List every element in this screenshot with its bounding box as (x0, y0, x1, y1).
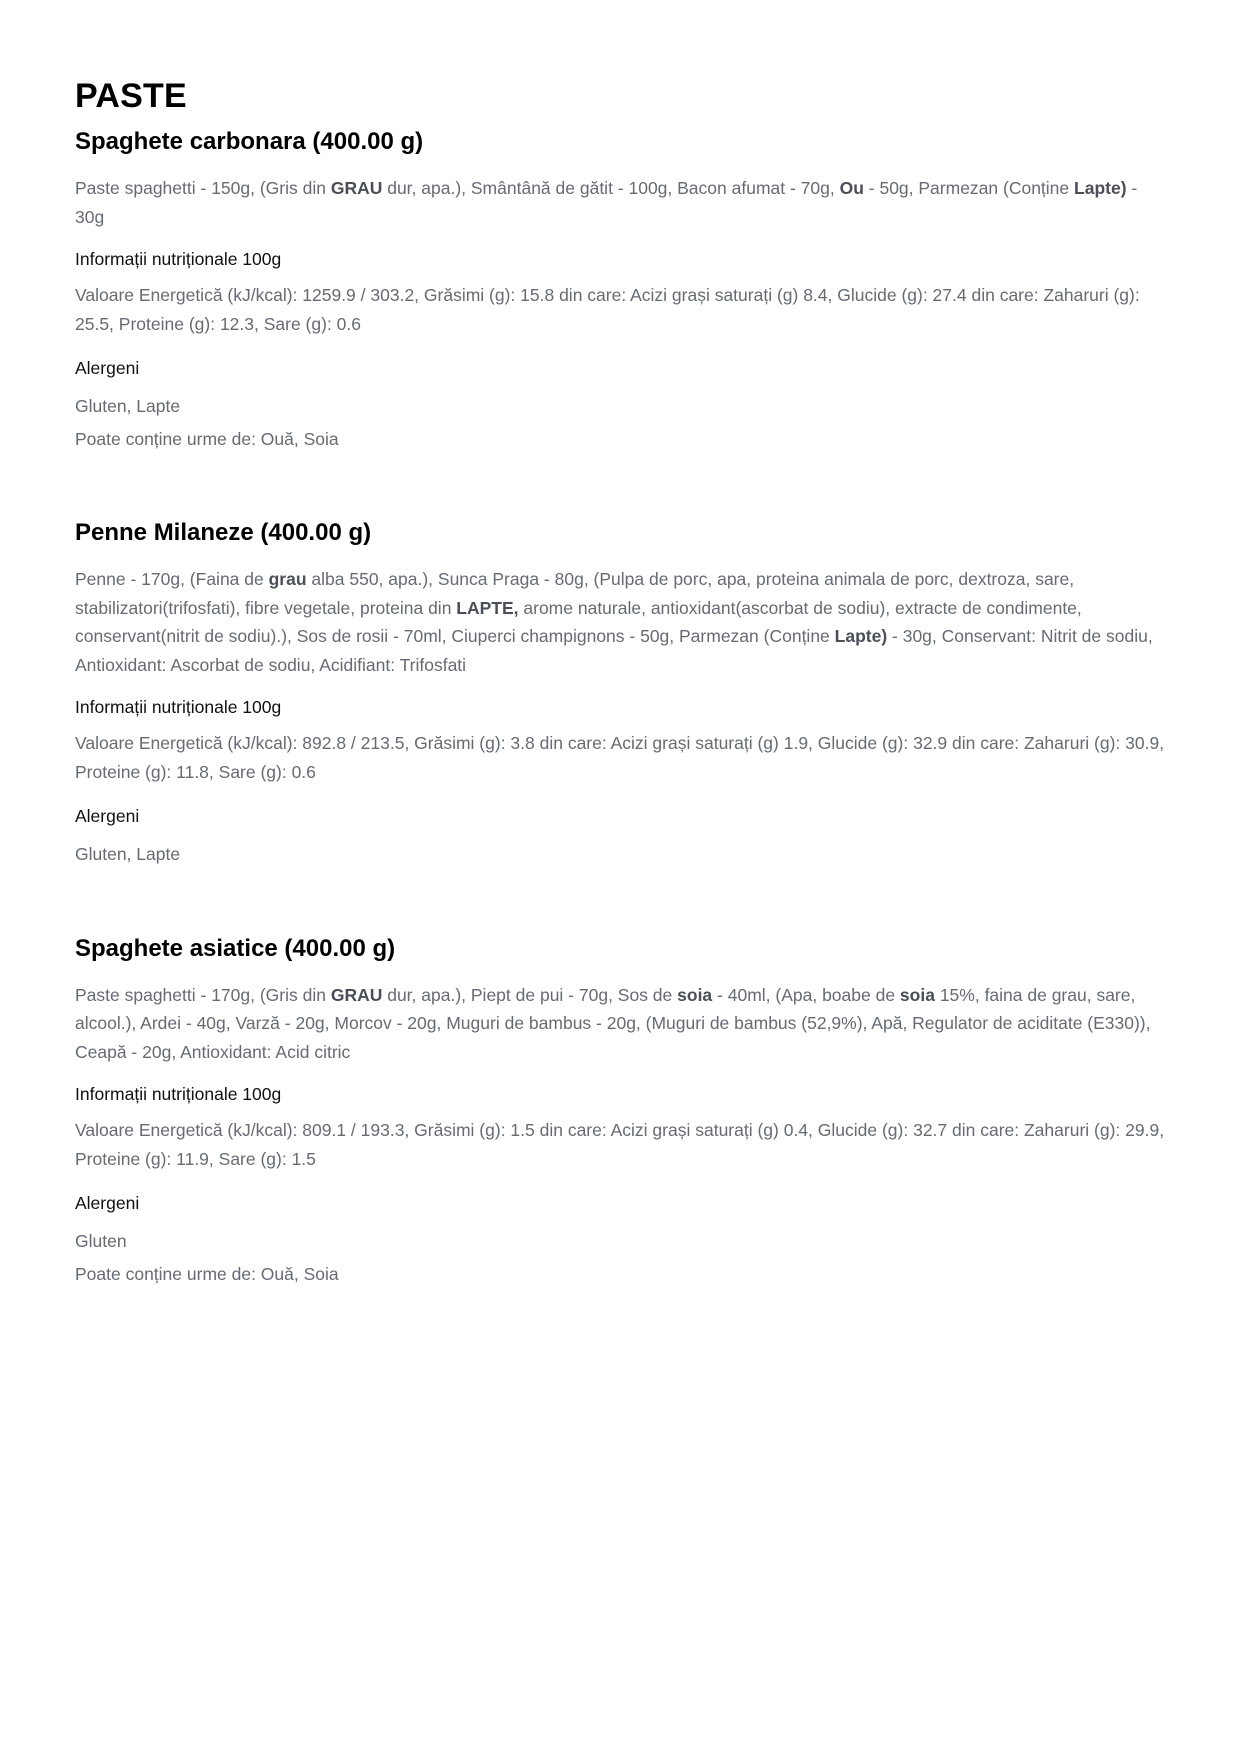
allergens-list: Gluten, Lapte (75, 396, 181, 416)
allergen-highlight: GRAU (330, 178, 383, 198)
allergens-heading: Alergeni (75, 806, 140, 826)
allergens-list: Gluten, Lapte (75, 844, 181, 864)
product-ingredients: Paste spaghetti - 150g, (Gris din GRAU dur, apa.), Smântână de gătit - 100g, Bacon afumat - 70g, Ou - 50g, Parmezan (Conține Lapte) - 30g (75, 178, 1138, 227)
menu-page (75, 74, 1167, 1290)
nutrition-heading: Informații nutriționale 100g (75, 1084, 282, 1104)
product-title: Penne Milaneze (400.00 g) (75, 519, 372, 546)
product-ingredients: Penne - 170g, (Faina de grau alba 550, apa.), Sunca Praga - 80g, (Pulpa de porc, apa, proteina animala de porc, dextroza, sare, stabilizatori(trifosfati), fibre vegetale, proteina din LAPTE, arome naturale, antioxidant(ascorbat de sodiu), extracte de condimente, conservant(nitrit de sodiu).), Sos de rosii - 70ml, Ciuperci champignons - 50g, Parmezan (Conține Lapte) - 30g, Conservant: Nitrit de sodiu, Antioxidant: Ascorbat de sodiu, Acidifiant: Trifosfati (75, 569, 1153, 675)
allergens-heading: Alergeni (75, 358, 140, 378)
may-contain-traces: Poate conține urme de: Ouă, Soia (75, 1263, 339, 1284)
product-title: Spaghete asiatice (400.00 g) (75, 934, 396, 962)
nutrition-heading: Informații nutriționale 100g (75, 249, 282, 269)
allergen-highlight: soia (899, 984, 935, 1005)
product-penne-milaneze (75, 517, 1167, 871)
nutrition-heading: Informații nutriționale 100g (75, 697, 282, 717)
product-title: Spaghete carbonara (400.00 g) (75, 128, 424, 155)
nutrition-values: Valoare Energetică (kJ/kcal): 892.8 / 213.5, Grăsimi (g): 3.8 din care: Acizi grași saturați (g) 1.9, Glucide (g): 32.9 din care: Zaharuri (g): 30.9, Proteine (g): 11.8, Sare (g): 0.6 (75, 733, 1165, 782)
allergen-highlight: grau (268, 569, 307, 589)
allergen-highlight: Ou (839, 178, 864, 198)
allergen-highlight: LAPTE, (456, 597, 519, 618)
allergens-list: Gluten (75, 1231, 127, 1251)
allergen-highlight: soia (677, 984, 713, 1005)
nutrition-values: Valoare Energetică (kJ/kcal): 1259.9 / 303.2, Grăsimi (g): 15.8 din care: Acizi grași saturați (g) 8.4, Glucide (g): 27.4 din care: Zaharuri (g): 25.5, Proteine (g): 12.3, Sare (g): 0.6 (75, 285, 1140, 334)
section-title: PASTE (75, 77, 187, 115)
may-contain-traces: Poate conține urme de: Ouă, Soia (75, 428, 339, 449)
product-spaghete-asiatice (75, 933, 1167, 1291)
allergen-highlight: Lapte) (1074, 178, 1127, 198)
allergen-highlight: GRAU (330, 984, 383, 1005)
allergen-highlight: Lapte) (834, 626, 888, 646)
nutrition-values: Valoare Energetică (kJ/kcal): 809.1 / 193.3, Grăsimi (g): 1.5 din care: Acizi grași saturați (g) 0.4, Glucide (g): 32.7 din care: Zaharuri (g): 29.9, Proteine (g): 11.9, Sare (g): 1.5 (75, 1120, 1165, 1169)
product-spaghete-carbonara (75, 126, 1167, 455)
product-ingredients: Paste spaghetti - 170g, (Gris din GRAU dur, apa.), Piept de pui - 70g, Sos de soia - 40ml, (Apa, boabe de soia 15%, faina de grau, sare, alcool.), Ardei - 40g, Varză - 20g, Morcov - 20g, Muguri de bambus - 20g, (Muguri de bambus (52,9%), Apă, Regulator de aciditate (E330)), Ceapă - 20g, Antioxidant: Acid citric (75, 984, 1151, 1062)
allergens-heading: Alergeni (75, 1193, 140, 1213)
